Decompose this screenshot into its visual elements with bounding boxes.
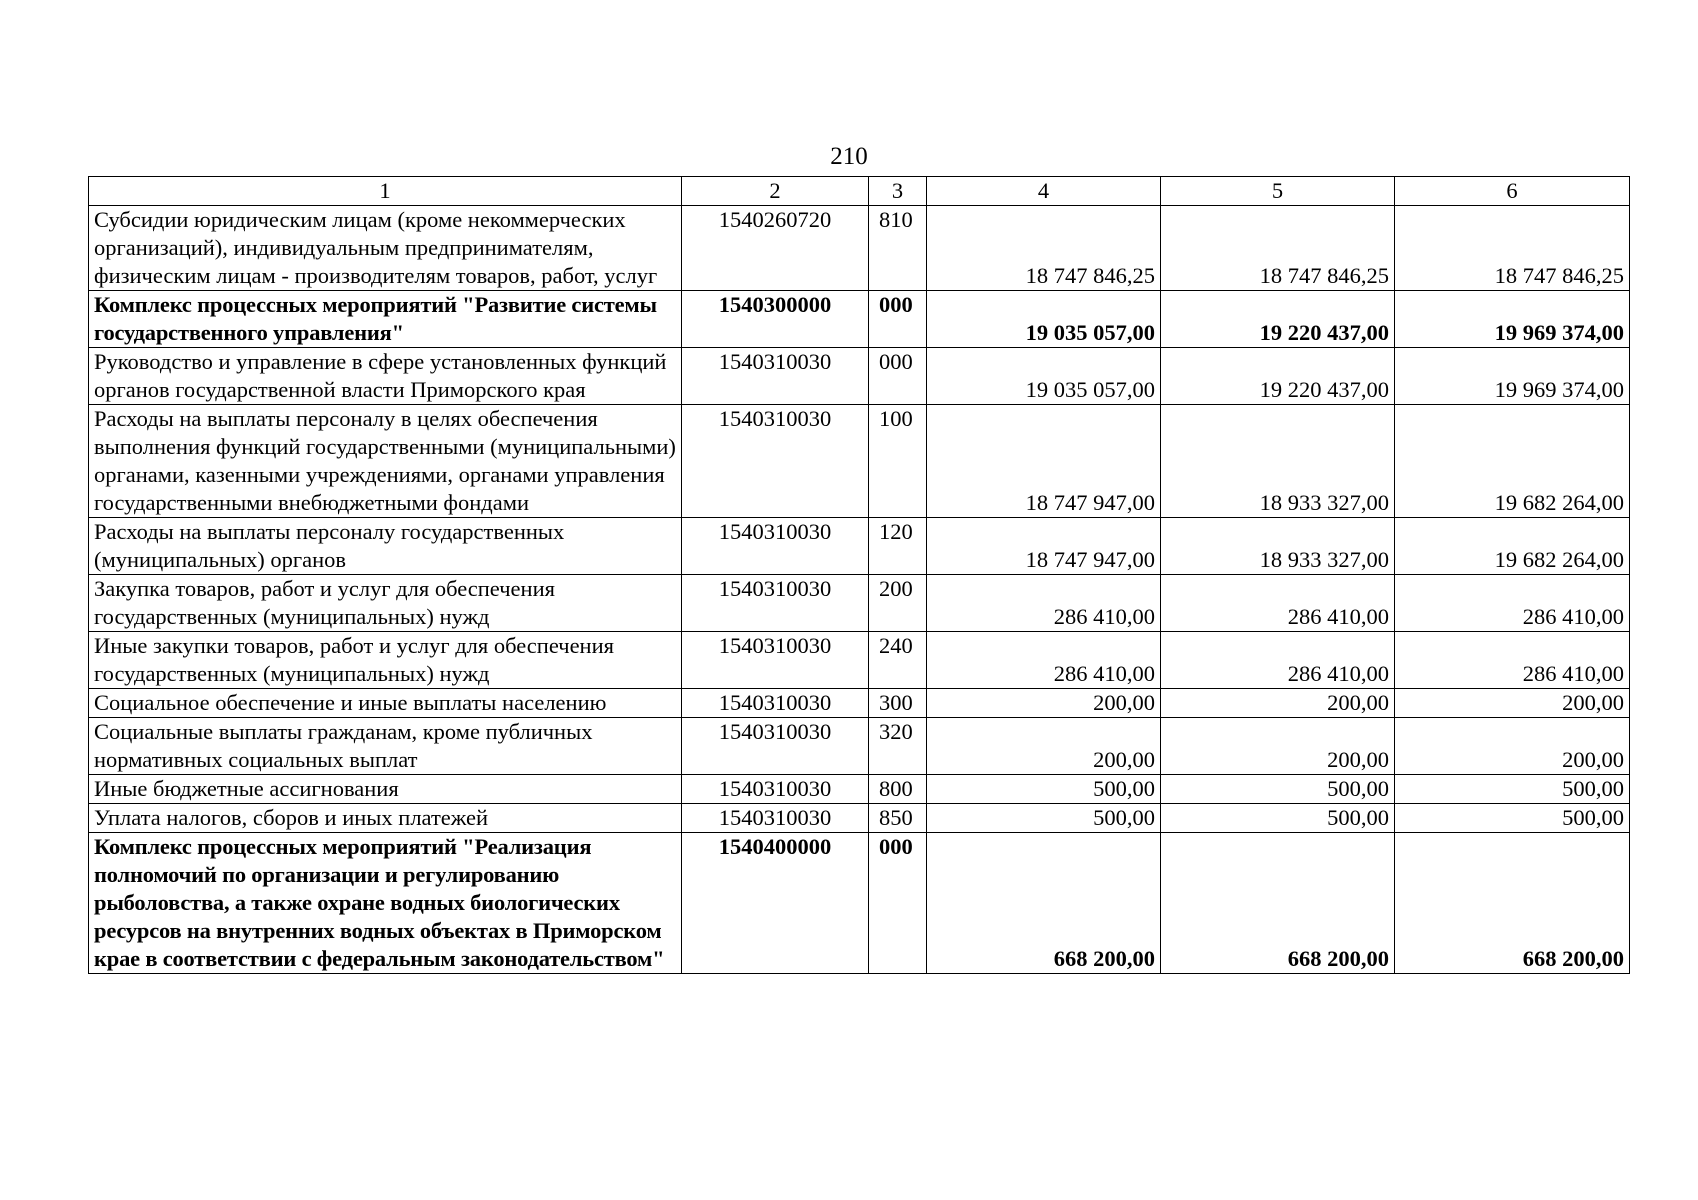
table-row [89, 718, 1630, 775]
table-row [89, 348, 1630, 405]
table-row [89, 405, 1630, 518]
row-name: Расходы на выплаты персоналу государственных (муниципальных) органов [89, 518, 682, 575]
column-header-2: 2 [682, 177, 869, 206]
row-amount-col4: 668 200,00 [927, 833, 1161, 974]
column-header-4: 4 [927, 177, 1161, 206]
row-target-code: 1540310030 [682, 575, 869, 632]
row-name: Уплата налогов, сборов и иных платежей [89, 804, 682, 833]
row-amount-col5: 668 200,00 [1161, 833, 1395, 974]
row-amount-col6: 500,00 [1395, 804, 1630, 833]
table-row [89, 206, 1630, 291]
row-amount-col4: 286 410,00 [927, 575, 1161, 632]
row-amount-col6: 19 682 264,00 [1395, 405, 1630, 518]
row-amount-col4: 200,00 [927, 689, 1161, 718]
row-amount-col6: 19 682 264,00 [1395, 518, 1630, 575]
row-amount-col4: 19 035 057,00 [927, 291, 1161, 348]
row-name: Субсидии юридическим лицам (кроме некоммерческих организаций), индивидуальным предпринимателям, физическим лицам - производителям товаров, работ, услуг [89, 206, 682, 291]
row-amount-col5: 18 747 846,25 [1161, 206, 1395, 291]
row-amount-col5: 200,00 [1161, 689, 1395, 718]
row-amount-col6: 19 969 374,00 [1395, 348, 1630, 405]
row-name: Комплекс процессных мероприятий "Развитие системы государственного управления" [89, 291, 682, 348]
row-amount-col5: 19 220 437,00 [1161, 348, 1395, 405]
row-amount-col6: 18 747 846,25 [1395, 206, 1630, 291]
row-expense-type: 000 [869, 348, 927, 405]
column-header-3: 3 [869, 177, 927, 206]
table-header-row [89, 177, 1630, 206]
row-name: Социальное обеспечение и иные выплаты населению [89, 689, 682, 718]
page-number: 210 [830, 143, 868, 170]
row-amount-col6: 500,00 [1395, 775, 1630, 804]
row-name: Закупка товаров, работ и услуг для обеспечения государственных (муниципальных) нужд [89, 575, 682, 632]
table-row [89, 689, 1630, 718]
table-row [89, 518, 1630, 575]
row-target-code: 1540300000 [682, 291, 869, 348]
row-target-code: 1540310030 [682, 804, 869, 833]
table-row [89, 775, 1630, 804]
row-target-code: 1540310030 [682, 689, 869, 718]
row-amount-col6: 286 410,00 [1395, 575, 1630, 632]
table-row-bold [89, 291, 1630, 348]
row-name: Иные бюджетные ассигнования [89, 775, 682, 804]
row-name: Расходы на выплаты персоналу в целях обеспечения выполнения функций государственными (муниципальными) органами, казенными учреждениями, органами управления государственными внебюджетными фондами [89, 405, 682, 518]
row-target-code: 1540400000 [682, 833, 869, 974]
row-expense-type: 100 [869, 405, 927, 518]
column-header-6: 6 [1395, 177, 1630, 206]
row-amount-col5: 286 410,00 [1161, 575, 1395, 632]
row-target-code: 1540310030 [682, 348, 869, 405]
table-row-bold [89, 833, 1630, 974]
row-amount-col5: 500,00 [1161, 775, 1395, 804]
row-target-code: 1540260720 [682, 206, 869, 291]
row-amount-col6: 19 969 374,00 [1395, 291, 1630, 348]
row-amount-col5: 18 933 327,00 [1161, 405, 1395, 518]
row-amount-col6: 200,00 [1395, 718, 1630, 775]
row-name: Руководство и управление в сфере установленных функций органов государственной власти Приморского края [89, 348, 682, 405]
row-target-code: 1540310030 [682, 405, 869, 518]
row-amount-col6: 286 410,00 [1395, 632, 1630, 689]
row-amount-col6: 200,00 [1395, 689, 1630, 718]
row-amount-col4: 18 747 846,25 [927, 206, 1161, 291]
row-target-code: 1540310030 [682, 632, 869, 689]
budget-table [88, 176, 1630, 974]
row-amount-col4: 19 035 057,00 [927, 348, 1161, 405]
table-row [89, 575, 1630, 632]
row-amount-col4: 286 410,00 [927, 632, 1161, 689]
row-amount-col4: 500,00 [927, 804, 1161, 833]
row-amount-col4: 500,00 [927, 775, 1161, 804]
row-name: Комплекс процессных мероприятий "Реализация полномочий по организации и регулированию рыболовства, а также охране водных биологических ресурсов на внутренних водных объектах в Приморском крае в соответствии с федеральным законодательством" [89, 833, 682, 974]
table-row [89, 632, 1630, 689]
row-expense-type: 810 [869, 206, 927, 291]
row-expense-type: 200 [869, 575, 927, 632]
row-amount-col5: 200,00 [1161, 718, 1395, 775]
table-row [89, 804, 1630, 833]
row-target-code: 1540310030 [682, 718, 869, 775]
row-amount-col5: 286 410,00 [1161, 632, 1395, 689]
row-amount-col6: 668 200,00 [1395, 833, 1630, 974]
row-name: Социальные выплаты гражданам, кроме публичных нормативных социальных выплат [89, 718, 682, 775]
row-expense-type: 240 [869, 632, 927, 689]
column-header-1: 1 [89, 177, 682, 206]
row-target-code: 1540310030 [682, 775, 869, 804]
row-expense-type: 300 [869, 689, 927, 718]
column-header-5: 5 [1161, 177, 1395, 206]
row-expense-type: 800 [869, 775, 927, 804]
row-expense-type: 850 [869, 804, 927, 833]
row-amount-col5: 500,00 [1161, 804, 1395, 833]
row-amount-col5: 18 933 327,00 [1161, 518, 1395, 575]
row-expense-type: 000 [869, 291, 927, 348]
row-amount-col4: 18 747 947,00 [927, 518, 1161, 575]
row-expense-type: 000 [869, 833, 927, 974]
row-expense-type: 320 [869, 718, 927, 775]
row-amount-col4: 18 747 947,00 [927, 405, 1161, 518]
row-expense-type: 120 [869, 518, 927, 575]
row-amount-col5: 19 220 437,00 [1161, 291, 1395, 348]
row-amount-col4: 200,00 [927, 718, 1161, 775]
row-name: Иные закупки товаров, работ и услуг для обеспечения государственных (муниципальных) нужд [89, 632, 682, 689]
row-target-code: 1540310030 [682, 518, 869, 575]
